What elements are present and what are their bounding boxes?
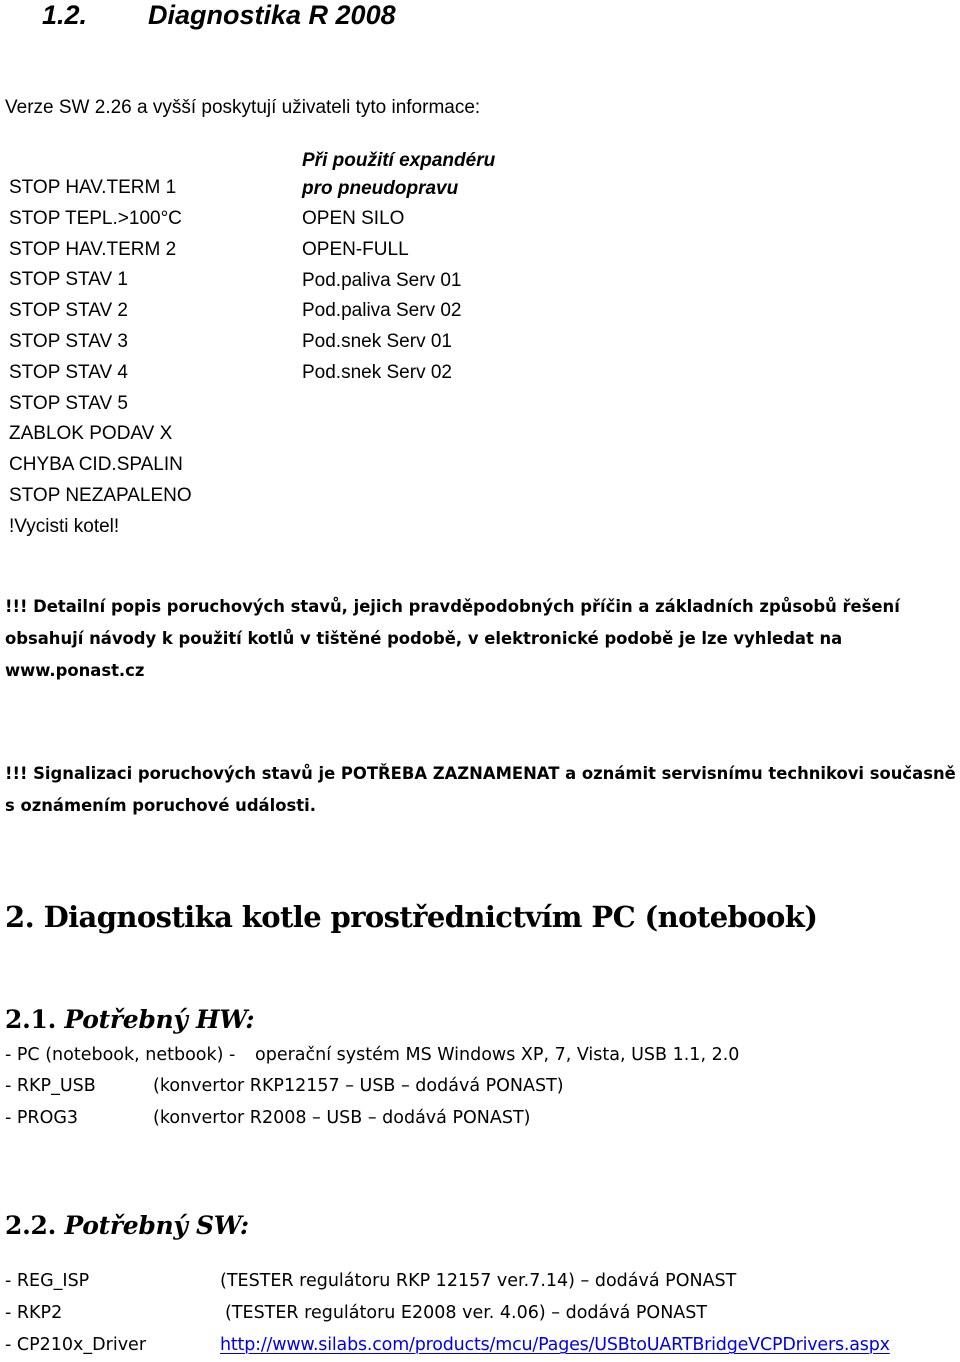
item-description: (konvertor RKP12157 – USB – dodává PONAST) — [153, 1076, 564, 1096]
message-item: Pod.paliva Serv 01 — [302, 269, 462, 291]
message-item: STOP NEZAPALENO — [9, 484, 192, 506]
section-heading-2-1 — [5, 1002, 254, 1038]
item-description: (konvertor R2008 – USB – dodává PONAST) — [153, 1108, 531, 1128]
note-line: obsahují návody k použití kotlů v tištěné podobě, v elektronické podobě je lze vyhledat na — [5, 629, 843, 648]
expander-heading — [302, 147, 495, 203]
section-title: Diagnostika R 2008 — [148, 0, 396, 30]
section-number: 2.1. — [5, 1005, 56, 1034]
message-item: CHYBA CID.SPALIN — [9, 454, 183, 476]
message-item: Pod.paliva Serv 02 — [302, 300, 462, 322]
item-name: - REG_ISP — [5, 1271, 90, 1291]
message-item: STOP STAV 3 — [9, 330, 128, 352]
message-item: OPEN SILO — [302, 208, 405, 229]
section-heading-1-2 — [42, 0, 396, 32]
message-item: STOP STAV 1 — [9, 269, 128, 291]
message-item: !Vycisti kotel! — [9, 515, 120, 537]
note-detail-description — [5, 591, 900, 687]
list-item — [5, 1298, 708, 1330]
item-description: (TESTER regulátoru RKP 12157 ver.7.14) – dodává PONAST — [220, 1271, 737, 1291]
error-messages-left — [9, 173, 192, 543]
section-title: Potřebný SW: — [64, 1211, 249, 1240]
list-item — [5, 1330, 890, 1362]
expander-heading-line2: pro pneudopravu — [302, 178, 459, 199]
message-item: STOP HAV.TERM 2 — [9, 238, 177, 260]
list-item — [5, 1103, 531, 1135]
message-item: STOP STAV 2 — [9, 300, 128, 322]
list-item — [5, 1071, 564, 1103]
driver-download-link[interactable]: http://www.silabs.com/products/mcu/Pages/USBtoUARTBridgeVCPDrivers.aspx — [220, 1335, 890, 1355]
item-name: - RKP2 — [5, 1303, 63, 1323]
section-title: Potřebný HW: — [64, 1005, 255, 1034]
message-item: STOP HAV.TERM 1 — [9, 177, 177, 198]
section-heading-2: 2. Diagnostika kotle prostřednictvím PC (notebook) — [5, 900, 818, 934]
item-name: - CP210x_Driver — [5, 1335, 147, 1355]
section-number: 1.2. — [42, 0, 88, 30]
item-name: - PROG3 — [5, 1108, 79, 1128]
section-heading-2-2 — [5, 1208, 249, 1244]
message-item: Pod.snek Serv 01 — [302, 331, 452, 353]
list-item — [5, 1040, 740, 1072]
note-line: www.ponast.cz — [5, 661, 145, 680]
item-name: - RKP_USB — [5, 1076, 96, 1096]
item-description: operační systém MS Windows XP, 7, Vista, USB 1.1, 2.0 — [255, 1045, 740, 1065]
message-item: STOP TEPL.>100°C — [9, 207, 182, 229]
note-line: !!! Detailní popis poruchových stavů, jejich pravděpodobných příčin a základních způsobů řešení — [5, 597, 900, 616]
intro-text: Verze SW 2.26 a vyšší poskytují uživateli tyto informace: — [5, 97, 481, 118]
message-item: STOP STAV 5 — [9, 392, 128, 414]
list-item — [5, 1266, 737, 1298]
message-item: ZABLOK PODAV X — [9, 423, 173, 445]
item-name: - PC (notebook, netbook) - — [5, 1045, 236, 1065]
note-line: s oznámením poruchové události. — [5, 796, 316, 815]
message-item: Pod.snek Serv 02 — [302, 361, 452, 383]
note-signalization — [5, 758, 956, 822]
expander-heading-line1: Při použití expandéru — [302, 150, 496, 171]
message-item: STOP STAV 4 — [9, 361, 128, 383]
note-line: !!! Signalizaci poruchových stavů je POTŘEBA ZAZNAMENAT a oznámit servisnímu technikovi současně — [5, 764, 956, 783]
item-description: (TESTER regulátoru E2008 ver. 4.06) – dodává PONAST — [225, 1303, 708, 1323]
section-number: 2.2. — [5, 1211, 56, 1240]
message-item: OPEN-FULL — [302, 238, 409, 260]
error-messages-right — [302, 204, 462, 389]
